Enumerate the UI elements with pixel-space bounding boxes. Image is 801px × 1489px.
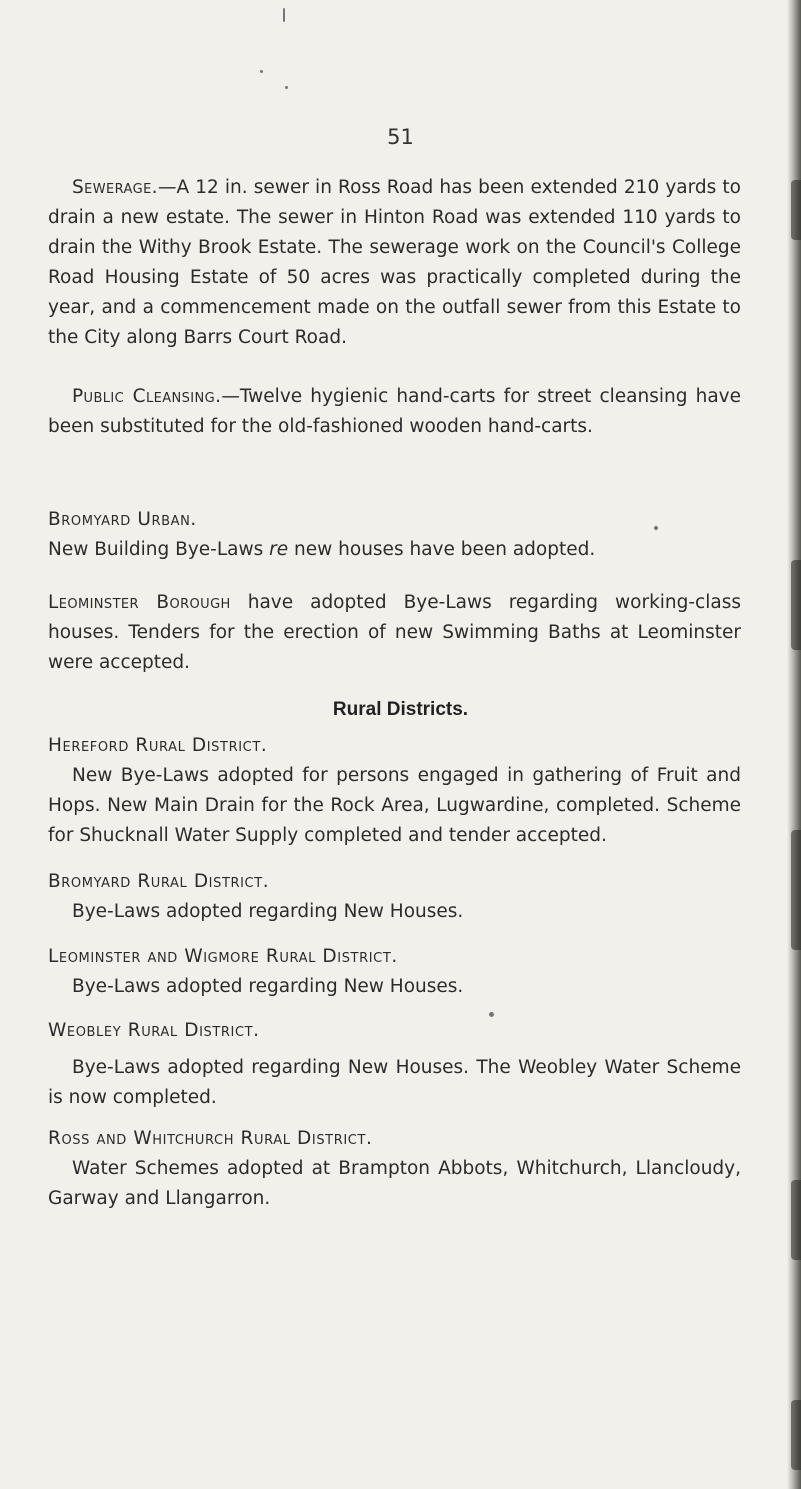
sewerage-heading: Sewerage. <box>72 177 158 198</box>
edge-shadow-spot <box>791 1400 801 1470</box>
paper-mark <box>654 526 658 530</box>
public-cleansing-text: —Twelve hygienic hand-carts for street cleansing have been substituted for the old-fashioned wooden hand-carts. <box>48 386 741 437</box>
bromyard-rural-text: Bye-Laws adopted regarding New Houses. <box>72 901 464 922</box>
bromyard-rural-heading: Bromyard Rural District. <box>48 871 270 892</box>
bromyard-urban-text <box>48 535 741 565</box>
paper-mark <box>283 8 285 22</box>
paper-mark <box>260 70 263 73</box>
edge-shadow-spot <box>791 830 801 950</box>
ross-whitchurch-heading: Ross and Whitchurch Rural District. <box>48 1128 373 1149</box>
weobley-rural-text: Bye-Laws adopted regarding New Houses. The Weobley Water Scheme is now completed. <box>48 1057 741 1108</box>
edge-shadow-spot <box>791 1180 801 1260</box>
page-number: 51 <box>387 125 414 149</box>
sewerage-paragraph <box>48 173 741 353</box>
rural-districts-heading: Rural Districts. <box>332 699 469 720</box>
public-cleansing-paragraph <box>48 382 741 442</box>
leominster-borough-heading: Leominster Borough <box>48 592 231 613</box>
bromyard-urban-text-after: new houses have been adopted. <box>288 539 596 560</box>
paper-mark <box>285 86 288 89</box>
leominster-wigmore-text: Bye-Laws adopted regarding New Houses. <box>72 976 464 997</box>
leominster-borough-text: have adopted Bye-Laws regarding working-class houses. Tenders for the erection of new Swimming Baths at Leominster were accepted. <box>48 592 741 673</box>
sewerage-text: —A 12 in. sewer in Ross Road has been extended 210 yards to drain a new estate. The sewer in Hinton Road was extended 110 yards to drain the Withy Brook Estate. The sewerage work on the Council's College Road Housing Estate of 50 acres was practically completed during the year, and a commencement made on the outfall sewer from this Estate to the City along Barrs Court Road. <box>48 177 741 348</box>
bromyard-urban-text-before: New Building Bye-Laws <box>48 539 270 560</box>
hereford-rural-heading: Hereford Rural District. <box>48 735 268 756</box>
bromyard-urban-heading: Bromyard Urban. <box>48 509 197 530</box>
weobley-rural-heading: Weobley Rural District. <box>48 1020 260 1041</box>
ross-whitchurch-text: Water Schemes adopted at Brampton Abbots, Whitchurch, Llancloudy, Garway and Llangarron. <box>48 1158 741 1209</box>
bromyard-urban-text-re: re <box>269 539 289 560</box>
paper-mark <box>489 1012 494 1017</box>
edge-shadow-spot <box>791 560 801 650</box>
hereford-rural-text: New Bye-Laws adopted for persons engaged in gathering of Fruit and Hops. New Main Drain for the Rock Area, Lugwardine, completed. Scheme for Shucknall Water Supply completed and tender accepted. <box>48 765 741 846</box>
leominster-borough-paragraph <box>48 588 741 678</box>
leominster-wigmore-heading: Leominster and Wigmore Rural District. <box>48 946 398 967</box>
public-cleansing-heading: Public Cleansing. <box>72 386 222 407</box>
edge-shadow-spot <box>791 180 801 240</box>
